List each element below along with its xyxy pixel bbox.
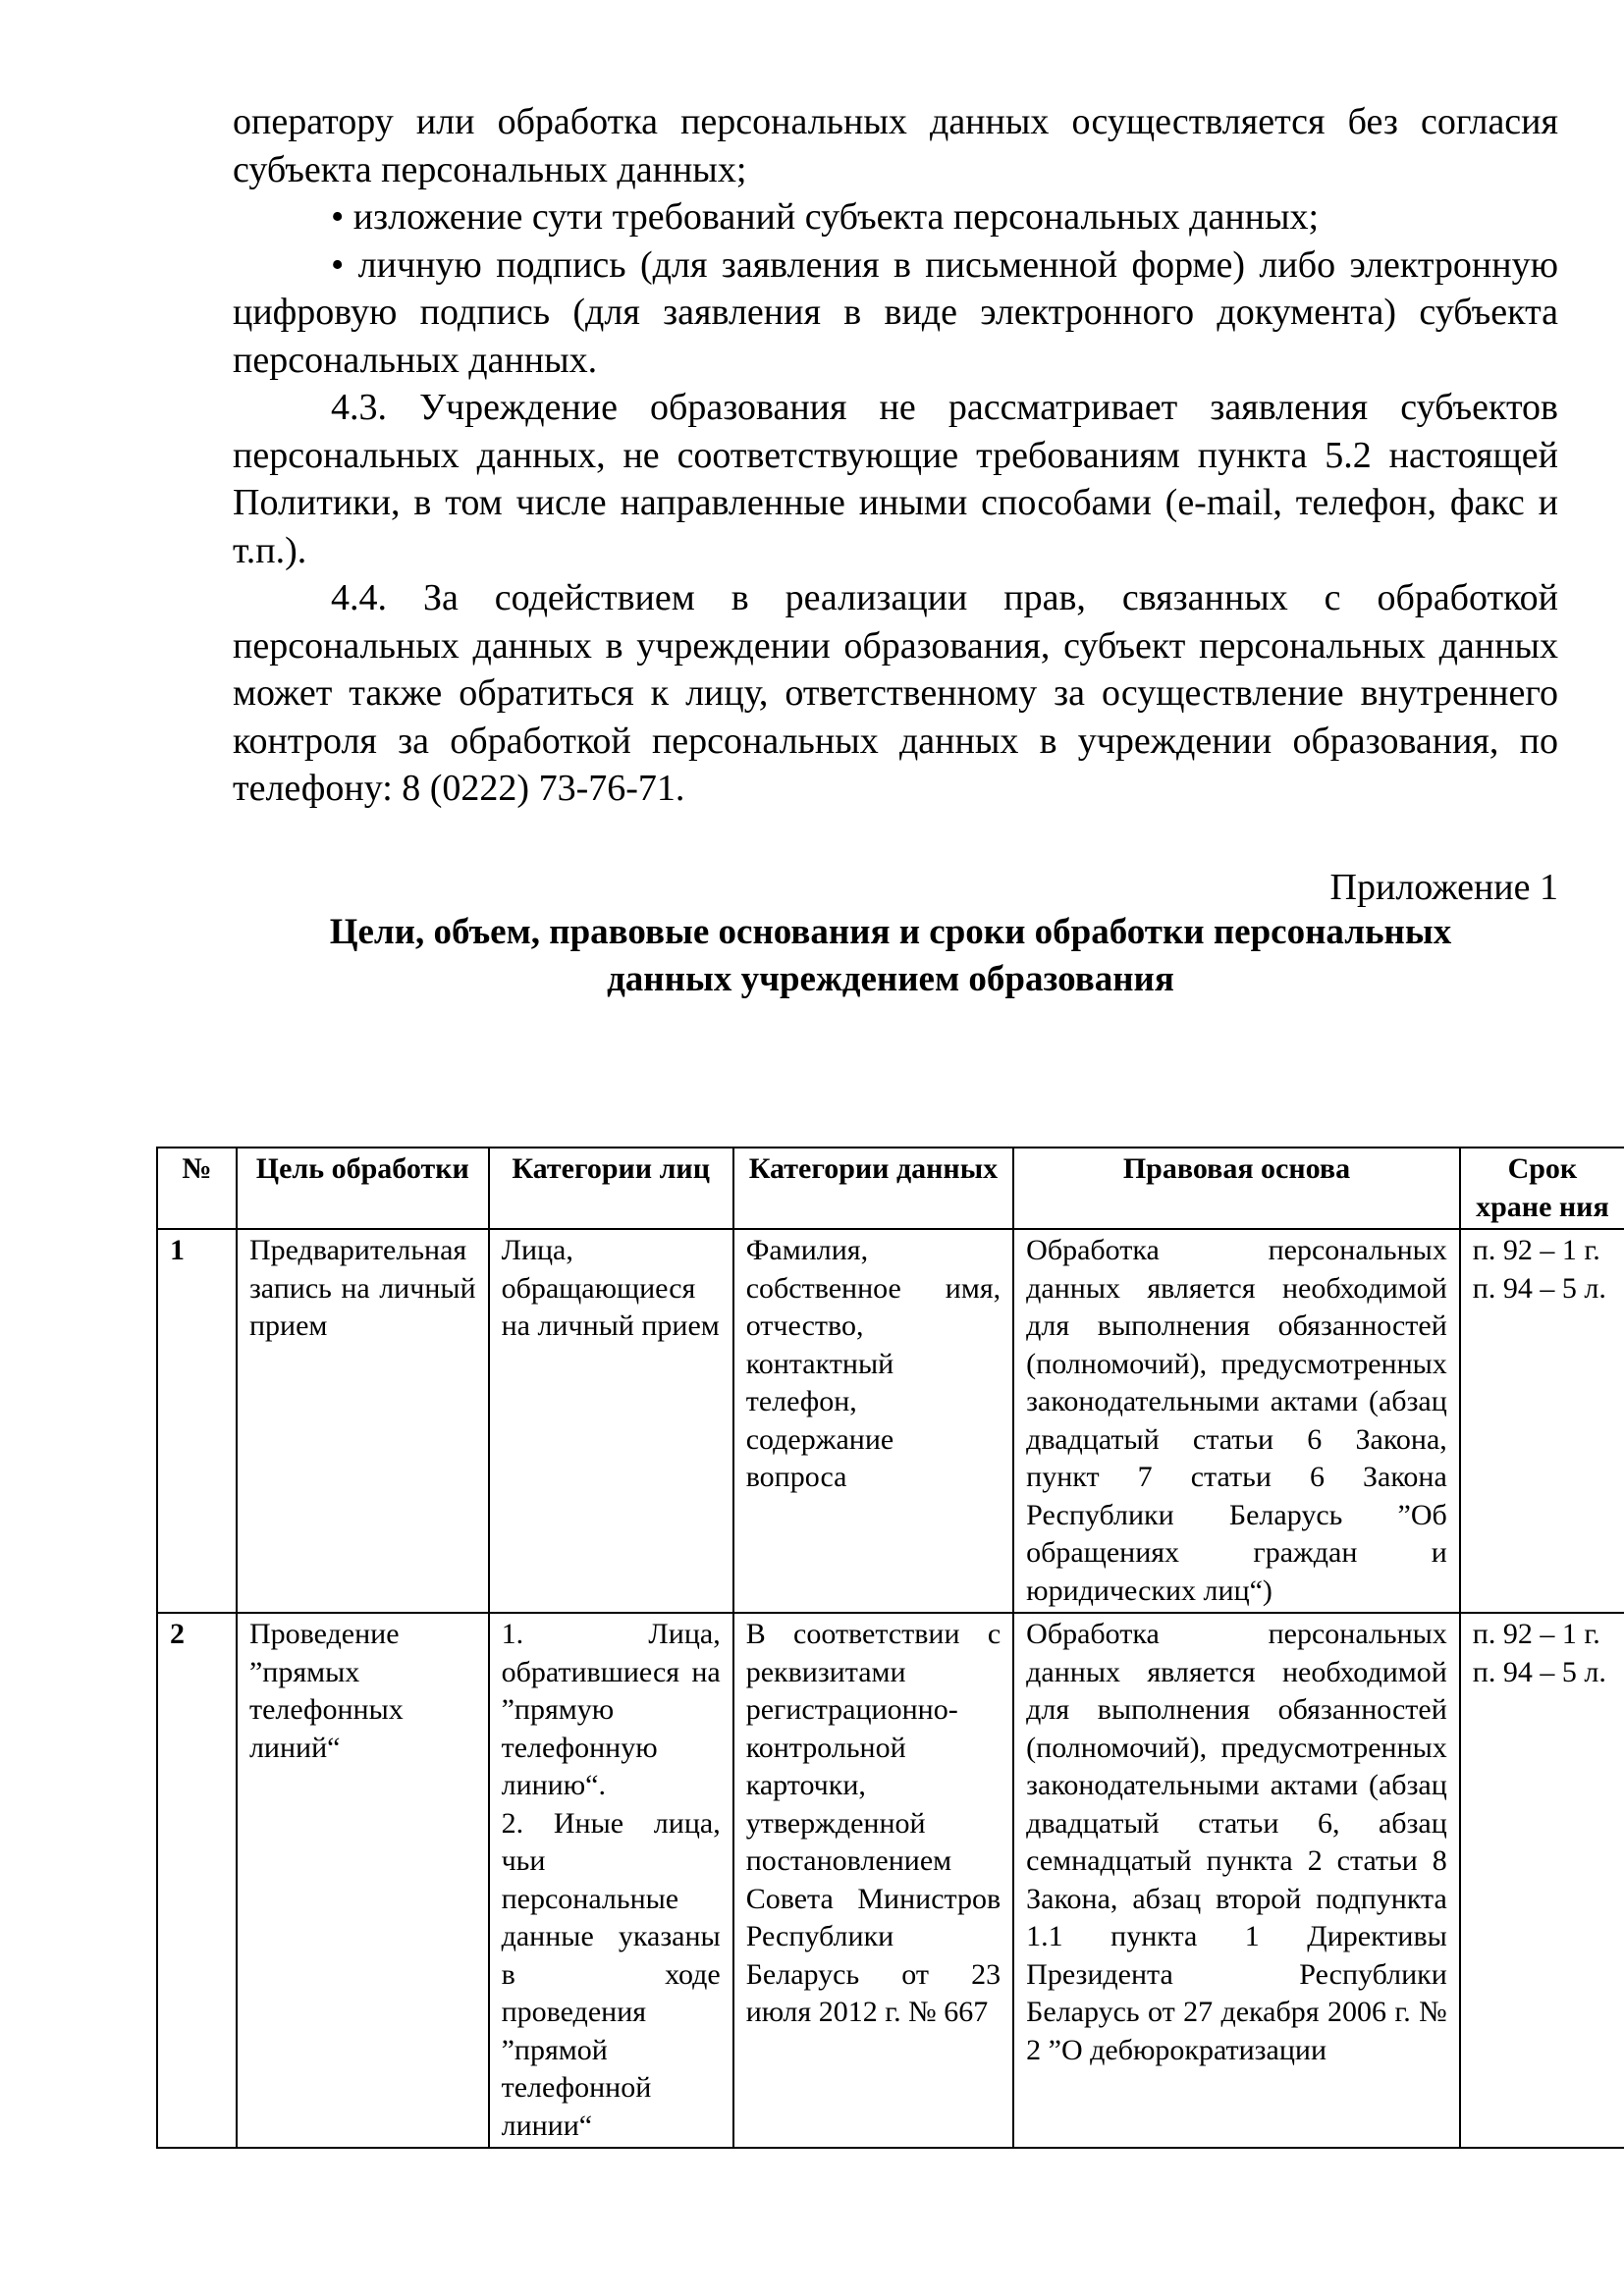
bullet-requirements: • изложение сути требований субъекта персональных данных;: [331, 196, 1320, 238]
row-persons: [489, 1613, 733, 2148]
row-persons-item-2: 2. Иные лица, чьи персональные данные указаны в ходе проведения ”прямой телефонной линии“: [501, 1806, 721, 2142]
row-num: 2: [157, 1613, 237, 2148]
paragraph-4-3: 4.3. Учреждение образования не рассматривает заявления субъектов персональных данных, не соответствующие требованиям пункта 5.2 настоящей Политики, в том числе направленные иными способами (e-mail, телефон, факс и т.п.).: [233, 387, 1558, 571]
header-data: Категории данных: [733, 1148, 1013, 1229]
header-term: Срок хране ния: [1460, 1148, 1624, 1229]
row-persons: Лица, обращающиеся на личный прием: [489, 1229, 733, 1613]
row-basis: Обработка персональных данных является необходимой для выполнения обязанностей (полномочий), предусмотренных законодательными актами (абзац двадцатый статьи 6 Закона, пункт 7 статьи 6 Закона Республики Беларусь ”Об обращениях граждан и юридических лиц“): [1013, 1229, 1460, 1613]
header-purpose: Цель обработки: [237, 1148, 489, 1229]
paragraph-4-4: 4.4. За содействием в реализации прав, связанных с обработкой персональных данных в учреждении образования, субъект персональных данных может также обратиться к лицу, ответственному за осуществление внутреннего контроля за обработкой персональных данных в учреждении образования, по телефону: 8 (0222) 73-76-71.: [233, 577, 1558, 809]
row-term: п. 92 – 1 г. п. 94 – 5 л.: [1460, 1613, 1624, 2148]
header-basis: Правовая основа: [1013, 1148, 1460, 1229]
row-data: Фамилия, собственное имя, отчество, контактный телефон, содержание вопроса: [733, 1229, 1013, 1613]
row-purpose: Предварительная запись на личный прием: [237, 1229, 489, 1613]
appendix-title-line1: Цели, объем, правовые основания и сроки обработки персональных: [329, 912, 1452, 952]
table-row: [157, 1229, 1624, 1613]
paragraph-consent: оператору или обработка персональных данных осуществляется без согласия субъекта персональных данных;: [233, 101, 1558, 190]
row-basis: Обработка персональных данных является необходимой для выполнения обязанностей (полномочий), предусмотренных законодательными актами (абзац двадцатый статьи 6, абзац семнадцатый пункта 2 статьи 8 Закона, абзац второй подпункта 1.1 пункта 1 Директивы Президента Республики Беларусь от 27 декабря 2006 г. № 2 ”О дебюрократизации: [1013, 1613, 1460, 2148]
row-persons-item-1: 1. Лица, обратившиеся на ”прямую телефонную линию“.: [501, 1618, 721, 1801]
processing-table: [156, 1147, 1624, 2149]
row-term: п. 92 – 1 г. п. 94 – 5 л.: [1460, 1229, 1624, 1613]
table-header-row: [157, 1148, 1624, 1229]
header-num: №: [157, 1148, 237, 1229]
table-row: [157, 1613, 1624, 2148]
appendix-title: [233, 909, 1548, 1003]
row-num: 1: [157, 1229, 237, 1613]
appendix-label: Приложение 1: [1329, 867, 1558, 908]
appendix-title-line2: данных учреждением образования: [607, 959, 1174, 999]
document-page: [170, 98, 1609, 2142]
header-persons: Категории лиц: [489, 1148, 733, 1229]
row-purpose: Проведение ”прямых телефонных линий“: [237, 1613, 489, 2148]
bullet-signature: • личную подпись (для заявления в письменной форме) либо электронную цифровую подпись (для заявления в виде электронного документа) субъекта персональных данных.: [233, 243, 1558, 381]
row-data: В соответствии с реквизитами регистрационно-контрольной карточки, утвержденной постановлением Совета Министров Республики Беларусь от 23 июля 2012 г. № 667: [733, 1613, 1013, 2148]
